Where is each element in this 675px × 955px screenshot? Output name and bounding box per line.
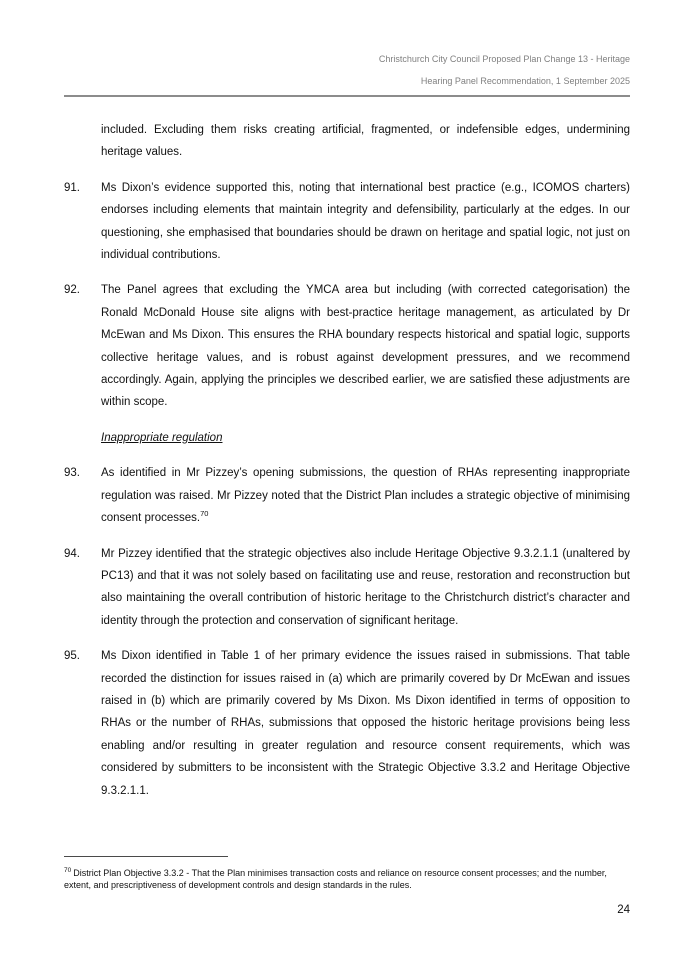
- paragraph-text: [101, 462, 630, 529]
- paragraph-91: [64, 177, 630, 267]
- paragraph-text-body: As identified in Mr Pizzey’s opening submissions, the question of RHAs representing inappropriate regulation was raised. Mr Pizzey noted that the District Plan includes a strategic objective of minimising consent processes.: [101, 467, 630, 525]
- header-line-2: Hearing Panel Recommendation, 1 September 2025: [420, 76, 630, 86]
- footnote: [64, 867, 630, 891]
- paragraph-text: The Panel agrees that excluding the YMCA area but including (with corrected categorisation) the Ronald McDonald House site aligns with best-practice heritage management, as articulated by Dr McEwan and Ms Dixon. This ensures the RHA boundary respects historical and spatial logic, supports collective heritage values, and is robust against development pressures, and we recommend accordingly. Again, applying the principles we described earlier, we are satisfied these adjustments are within scope.: [101, 284, 630, 409]
- document-body: [64, 119, 630, 815]
- header-line-1: Christchurch City Council Proposed Plan Change 13 - Heritage: [378, 54, 630, 64]
- paragraph-text: Ms Dixon’s evidence supported this, noting that international best practice (e.g., ICOMOS charters) endorses including elements that maintain integrity and defensibility, particularly at the edges. In our questioning, she emphasised that boundaries should be drawn on heritage and spatial logic, not just on individual contributions.: [101, 181, 630, 262]
- paragraph-text: Ms Dixon identified in Table 1 of her primary evidence the issues raised in submissions. That table recorded the distinction for issues raised in (a) which are primarily covered by Dr McEwan and issues raised in (b) which are primarily covered by Ms Dixon. Ms Dixon identified in terms of opposition to RHAs or the number of RHAs, submissions that opposed the historic heritage provisions being less enabling and/or resulting in greater regulation and resource consent requirements, which was considered by submitters to be inconsistent with the Strategic Objective 3.3.2 and Heritage Objective 9.3.2.1.1.: [101, 650, 630, 797]
- paragraph-95: [64, 645, 630, 802]
- paragraph-text: Mr Pizzey identified that the strategic objectives also include Heritage Objective 9.3.2.1.1 (unaltered by PC13) and that it was not solely based on facilitating use and reuse, restoration and reconstruction but also maintaining the overall contribution of historic heritage to the Christchurch district’s character and identity through the protection and conservation of significant heritage.: [101, 547, 630, 627]
- paragraph-93: [64, 462, 630, 529]
- paragraph-number: 91.: [64, 181, 80, 194]
- footnote-separator: [64, 856, 228, 857]
- paragraph-number: 95.: [64, 650, 80, 663]
- footnote-text: District Plan Objective 3.3.2 - That the Plan minimises transaction costs and reliance on resource consent processes; and the number, extent, and prescriptiveness of development controls and design standards in the rules.: [64, 868, 607, 890]
- section-heading: Inappropriate regulation: [101, 431, 223, 444]
- page-number: 24: [617, 904, 630, 916]
- footnote-marker: 70: [64, 867, 72, 874]
- paragraph-number: 93.: [64, 467, 80, 480]
- header-rule: [64, 95, 630, 97]
- footnote-reference-70: 70: [200, 509, 209, 519]
- paragraph-continuation: included. Excluding them risks creating artificial, fragmented, or indefensible edges, undermining heritage values.: [101, 124, 630, 159]
- document-header: [64, 55, 630, 86]
- paragraph-94: [64, 543, 630, 633]
- paragraph-92: [64, 279, 630, 413]
- paragraph-number: 94.: [64, 547, 80, 560]
- paragraph-number: 92.: [64, 284, 80, 297]
